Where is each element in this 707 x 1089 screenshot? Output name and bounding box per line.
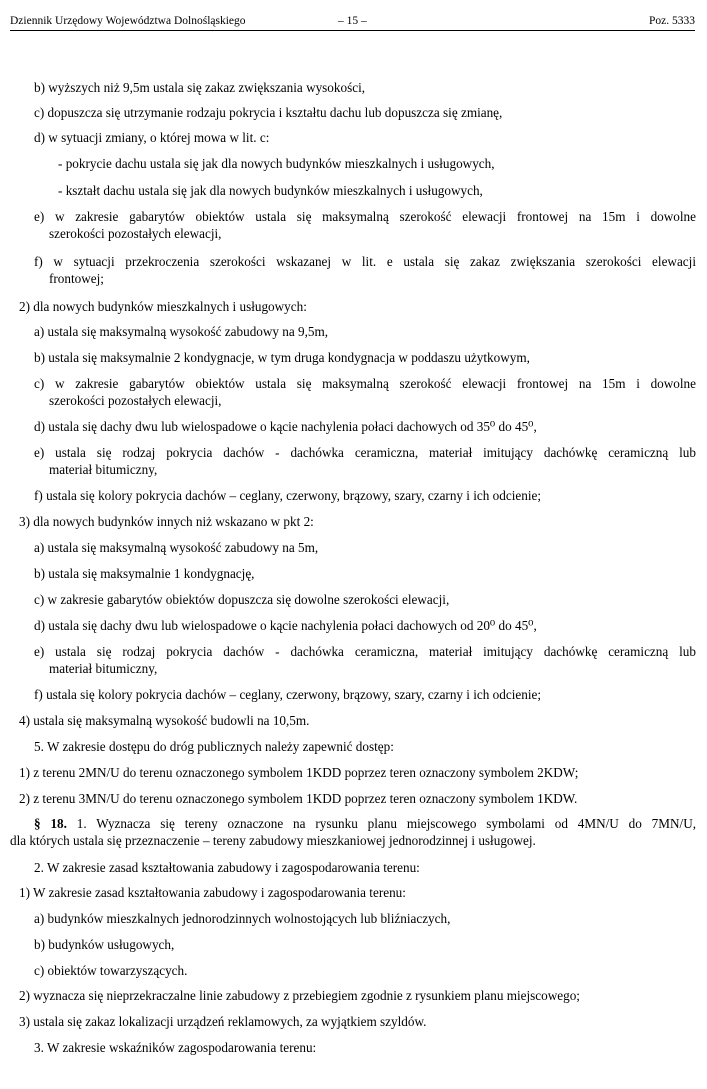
text-line: d) w sytuacji zmiany, o której mowa w lit. c:	[34, 130, 270, 145]
section-number: § 18.	[34, 816, 67, 831]
text-line: - kształt dachu ustala się jak dla nowych budynków mieszkalnych i usługowych,	[58, 183, 483, 198]
text-line: 2) z terenu 3MN/U do terenu oznaczonego symbolem 1KDD poprzez teren oznaczony symbolem 1KDW.	[19, 791, 578, 806]
paragraph-section-18	[10, 815, 696, 849]
text-line: dla których ustala się przeznaczenie – tereny zabudowy mieszkaniowej jednorodzinnej i usługowej.	[10, 833, 536, 848]
text-line: szerokości pozostałych elewacji,	[49, 226, 222, 241]
text-line: c) dopuszcza się utrzymanie rodzaju pokrycia i kształtu dachu lub dopuszcza się zmianę,	[34, 105, 503, 120]
text-line: e) ustala się rodzaj pokrycia dachów - dachówka ceramiczna, materiał imitujący dachówkę ceramiczną lub	[34, 445, 696, 460]
text-line: 3) dla nowych budynków innych niż wskazano w pkt 2:	[19, 514, 314, 529]
text-line: 2) wyznacza się nieprzekraczalne linie zabudowy z przebiegiem zgodnie z rysunkiem planu miejscowego;	[19, 988, 580, 1003]
text-line: b) wyższych niż 9,5m ustala się zakaz zwiększania wysokości,	[34, 80, 366, 95]
text-line: c) w zakresie gabarytów obiektów ustala się maksymalną szerokość elewacji frontowej na 15m i dowolne	[34, 376, 696, 391]
text-line: 1) W zakresie zasad kształtowania zabudowy i zagospodarowania terenu:	[19, 885, 406, 900]
text-line: 3) ustala się zakaz lokalizacji urządzeń reklamowych, za wyjątkiem szyldów.	[19, 1014, 427, 1029]
paragraph	[34, 253, 696, 287]
text-line: 5. W zakresie dostępu do dróg publicznych należy zapewnić dostęp:	[34, 739, 394, 754]
text-line: materiał bitumiczny,	[49, 462, 158, 477]
text-line: 1. Wyznacza się tereny oznaczone na rysunku planu miejscowego symbolami od 4MN/U do 7MN/U,	[76, 816, 697, 831]
paragraph	[34, 208, 696, 242]
text-line: f) ustala się kolory pokrycia dachów – ceglany, czerwony, brązowy, szary, czarny i ich odcienie;	[34, 687, 542, 702]
text-line: e) w zakresie gabarytów obiektów ustala się maksymalną szerokość elewacji frontowej na 15m i dowolne	[34, 209, 696, 224]
paragraph	[34, 375, 696, 409]
text-line: - pokrycie dachu ustala się jak dla nowych budynków mieszkalnych i usługowych,	[58, 156, 495, 171]
text-line: frontowej;	[49, 271, 104, 286]
section-18-first-line	[10, 815, 696, 832]
text-line: 1) z terenu 2MN/U do terenu oznaczonego symbolem 1KDD poprzez teren oznaczony symbolem 2KDW;	[19, 765, 579, 780]
journal-title: Dziennik Urzędowy Województwa Dolnośląskiego	[10, 15, 246, 27]
text-line: 2. W zakresie zasad kształtowania zabudowy i zagospodarowania terenu:	[34, 860, 420, 875]
text-line: szerokości pozostałych elewacji,	[49, 393, 222, 408]
text-line: 2) dla nowych budynków mieszkalnych i usługowych:	[19, 299, 307, 314]
text-line: a) ustala się maksymalną wysokość zabudowy na 9,5m,	[34, 324, 329, 339]
text-line: a) budynków mieszkalnych jednorodzinnych wolnostojących lub bliźniaczych,	[34, 911, 451, 926]
paragraph	[34, 444, 696, 478]
paragraph	[34, 643, 696, 677]
text-line: b) budynków usługowych,	[34, 937, 175, 952]
text-line: materiał bitumiczny,	[49, 661, 158, 676]
text-line: c) obiektów towarzyszących.	[34, 963, 188, 978]
text-line: f) ustala się kolory pokrycia dachów – ceglany, czerwony, brązowy, szary, czarny i ich odcienie;	[34, 488, 542, 503]
text-line: d) ustala się dachy dwu lub wielospadowe o kącie nachylenia połaci dachowych od 20⁰ do 45⁰,	[34, 618, 537, 633]
text-line: 3. W zakresie wskaźników zagospodarowania terenu:	[34, 1040, 317, 1055]
text-line: d) ustala się dachy dwu lub wielospadowe o kącie nachylenia połaci dachowych od 35⁰ do 45⁰,	[34, 419, 537, 434]
page-number: – 15 –	[338, 15, 367, 27]
text-line: b) ustala się maksymalnie 2 kondygnacje, w tym druga kondygnacja w poddaszu użytkowym,	[34, 350, 530, 365]
page-header	[10, 6, 695, 31]
text-line: 4) ustala się maksymalną wysokość budowli na 10,5m.	[19, 713, 310, 728]
text-line: a) ustala się maksymalną wysokość zabudowy na 5m,	[34, 540, 319, 555]
text-line: e) ustala się rodzaj pokrycia dachów - dachówka ceramiczna, materiał imitujący dachówkę ceramiczną lub	[34, 644, 696, 659]
position-number: Poz. 5333	[649, 15, 695, 27]
text-line: f) w sytuacji przekroczenia szerokości wskazanej w lit. e ustala się zakaz zwiększania szerokości elewacji	[34, 254, 696, 269]
text-line: b) ustala się maksymalnie 1 kondygnację,	[34, 566, 255, 581]
text-line: c) w zakresie gabarytów obiektów dopuszcza się dowolne szerokości elewacji,	[34, 592, 450, 607]
